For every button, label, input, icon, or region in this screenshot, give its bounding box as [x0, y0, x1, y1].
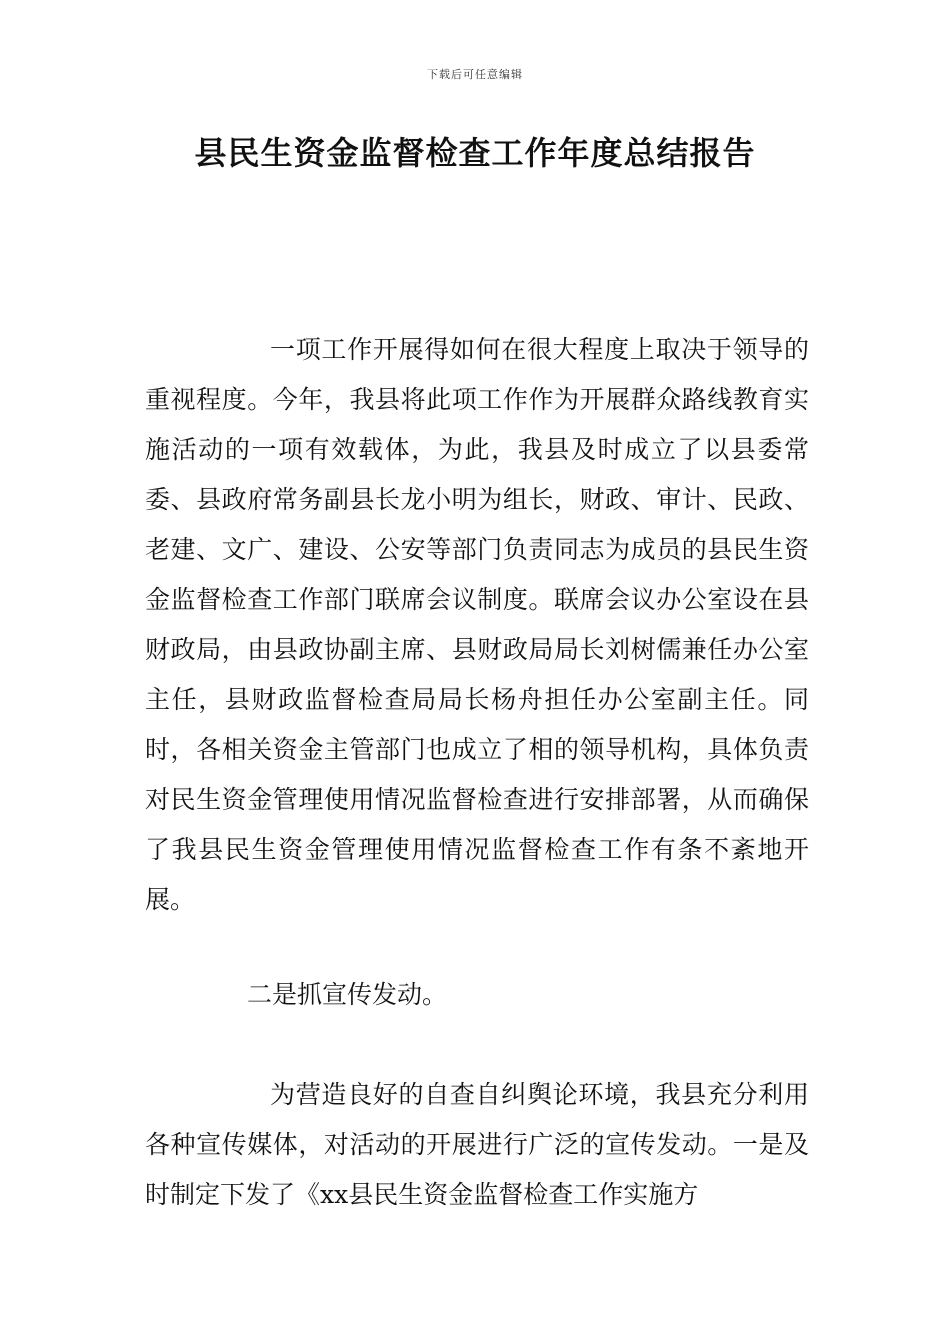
paragraph-leadership: 一项工作开展得如何在很大程度上取决于领导的重视程度。今年，我县将此项工作作为开展群众路线教育实施活动的一项有效载体，为此，我县及时成立了以县委常委、县政府常务副县长龙小明为组长，财政、审计、民政、老建、文广、建设、公安等部门负责同志为成员的县民生资金监督检查工作部门联席会议制度。联席会议办公室设在县财政局，由县政协副主席、县财政局局长刘树儒兼任办公室主任，县财政监督检查局局长杨舟担任办公室副主任。同时，各相关资金主管部门也成立了相的领导机构，具体负责对民生资金管理使用情况监督检查进行安排部署，从而确保了我县民生资金管理使用情况监督检查工作有条不紊地开展。 — [145, 335, 809, 914]
document-title: 县民生资金监督检查工作年度总结报告 — [194, 134, 756, 172]
paragraph-publicity: 为营造良好的自查自纠舆论环境，我县充分利用各种宣传媒体，对活动的开展进行广泛的宣传发动。一是及时制定下发了《xx县民生资金监督检查工作实施方 — [145, 1080, 809, 1209]
paragraph-heading-publicity: 二是抓宣传发动。 — [247, 980, 448, 1009]
header-note: 下载后可任意编辑 — [427, 68, 523, 81]
